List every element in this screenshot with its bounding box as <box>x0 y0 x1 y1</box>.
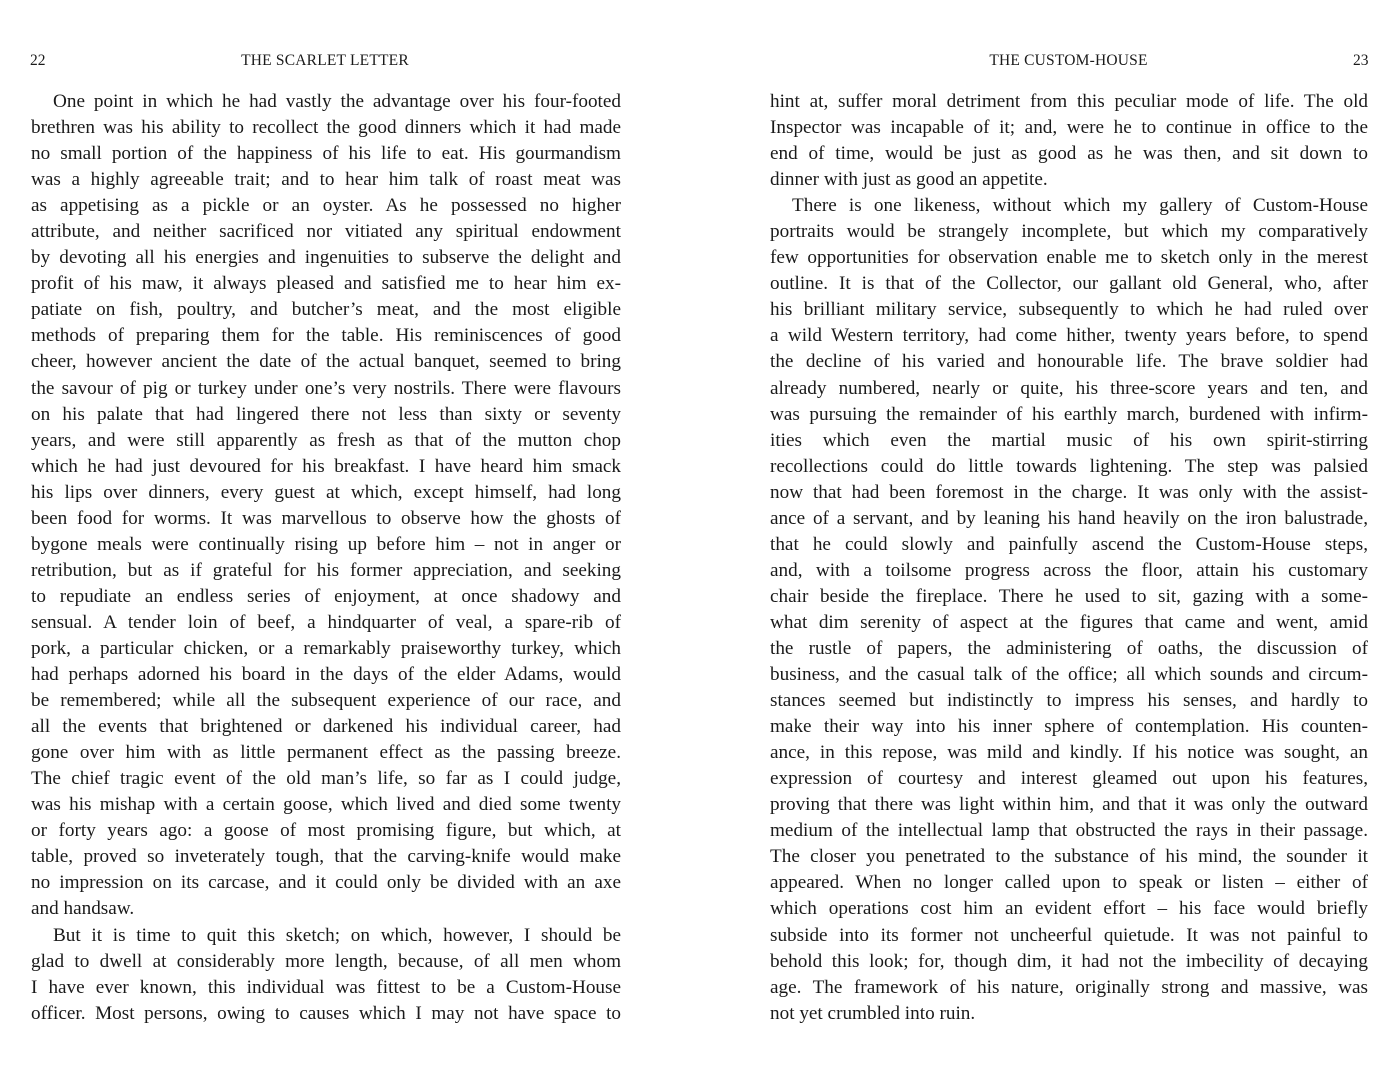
page-number-right: 23 <box>1353 52 1369 69</box>
text-line: a wild Western territory, had come hither, twenty years before, to spend <box>770 325 1368 347</box>
text-line: and handsaw. <box>31 898 135 920</box>
text-line: as appetising as a pickle or an oyster. As he possessed no higher <box>31 195 621 217</box>
text-line: was his mishap with a certain goose, which lived and died some twenty <box>31 794 621 816</box>
text-line: be remembered; while all the subsequent experience of our race, and <box>31 690 621 712</box>
text-line: The closer you penetrated to the substance of his mind, the sounder it <box>770 846 1368 868</box>
text-line: retribution, but as if grateful for his former appreciation, and seeking <box>31 559 621 581</box>
text-line: glad to dwell at considerably more length, because, of all men whom <box>31 950 621 972</box>
text-line: behold this look; for, though dim, it had not the imbecility of decaying <box>770 950 1368 972</box>
text-line: age. The framework of his nature, originally strong and massive, was <box>770 976 1368 998</box>
text-line: sensual. A tender loin of beef, a hindquarter of veal, a spare-rib of <box>31 611 621 633</box>
text-line: no impression on its carcase, and it could only be divided with an axe <box>31 872 621 894</box>
text-line: business, and the casual talk of the office; all which sounds and circum- <box>770 664 1368 686</box>
text-line: on his palate that had lingered there not less than sixty or seventy <box>31 403 621 425</box>
text-line: chair beside the fireplace. There he used to sit, gazing with a some- <box>770 585 1368 607</box>
text-line: But it is time to quit this sketch; on which, however, I should be <box>53 924 621 946</box>
text-line: no small portion of the happiness of his life to eat. His gourmandism <box>31 143 621 165</box>
text-line: gone over him with as little permanent effect as the passing breeze. <box>31 742 621 764</box>
text-line: dinner with just as good an appetite. <box>770 169 1048 191</box>
left-page-text <box>31 89 621 1027</box>
text-line: that he could slowly and painfully ascend the Custom-House steps, <box>770 533 1368 555</box>
text-line: and, with a toilsome progress across the floor, attain his customary <box>770 559 1368 581</box>
text-line: stances seemed but indistinctly to impress his senses, and hardly to <box>770 690 1368 712</box>
text-line: One point in which he had vastly the advantage over his four-footed <box>53 91 621 112</box>
text-line: few opportunities for observation enable me to sketch only in the merest <box>770 247 1368 269</box>
text-line: attribute, and neither sacrificed nor vitiated any spiritual endowment <box>31 221 621 243</box>
text-line: outline. It is that of the Collector, our gallant old General, who, after <box>770 273 1368 295</box>
text-line: ance of a servant, and by leaning his hand heavily on the iron balustrade, <box>770 507 1368 529</box>
text-line: recollections could do little towards lightening. The step was palsied <box>770 455 1368 477</box>
text-line: The chief tragic event of the old man’s life, so far as I could judge, <box>31 768 621 790</box>
text-line: years, and were still apparently as fresh as that of the mutton chop <box>31 429 621 451</box>
text-line: not yet crumbled into ruin. <box>770 1002 976 1024</box>
text-line: his lips over dinners, every guest at which, except himself, had long <box>31 481 621 503</box>
right-page-text <box>770 89 1368 1027</box>
text-line: end of time, would be just as good as he was then, and sit down to <box>770 143 1368 165</box>
text-line: which operations cost him an evident effort – his face would briefly <box>770 898 1368 920</box>
text-line: expression of courtesy and interest gleamed out upon his features, <box>770 768 1368 790</box>
text-line: Inspector was incapable of it; and, were he to continue in office to the <box>770 117 1368 139</box>
text-line: patiate on fish, poultry, and butcher’s meat, and the most eligible <box>31 299 621 321</box>
text-line: the rustle of papers, the administering of oaths, the discussion of <box>770 637 1368 659</box>
text-line: table, proved so inveterately tough, that the carving-knife would make <box>31 846 621 868</box>
text-line: had perhaps adorned his board in the days of the elder Adams, would <box>31 664 621 686</box>
text-line: methods of preparing them for the table. His reminiscences of good <box>31 325 621 347</box>
text-line: bygone meals were continually rising up before him – not in anger or <box>31 533 621 555</box>
text-line: There is one likeness, without which my gallery of Custom-House <box>792 195 1368 217</box>
right-page <box>700 0 1399 1080</box>
text-line: now that had been foremost in the charge. It was only with the assist- <box>770 481 1368 503</box>
text-line: all the events that brightened or darkened his individual career, had <box>31 716 621 738</box>
text-line: was a highly agreeable trait; and to hear him talk of roast meat was <box>31 169 621 191</box>
text-line: I have ever known, this individual was fittest to be a Custom-House <box>31 976 621 998</box>
text-line: ities which even the martial music of his own spirit-stirring <box>770 429 1368 451</box>
text-line: make their way into his inner sphere of contemplation. His counten- <box>770 716 1368 738</box>
text-line: to repudiate an endless series of enjoyment, at once shadowy and <box>31 585 621 607</box>
text-line: appeared. When no longer called upon to speak or listen – either of <box>770 872 1368 894</box>
text-line: hint at, suffer moral detriment from this peculiar mode of life. The old <box>770 91 1368 112</box>
text-line: brethren was his ability to recollect the good dinners which it had made <box>31 117 621 139</box>
text-line: which he had just devoured for his breakfast. I have heard him smack <box>31 455 621 477</box>
text-line: already numbered, nearly or quite, his three-score years and ten, and <box>770 377 1368 399</box>
text-line: medium of the intellectual lamp that obstructed the rays in their passage. <box>770 820 1368 842</box>
text-line: officer. Most persons, owing to causes which I may not have space to <box>31 1002 621 1024</box>
page-number-left: 22 <box>30 52 46 69</box>
text-line: proving that there was light within him, and that it was only the outward <box>770 794 1368 816</box>
text-line: his brilliant military service, subsequently to which he had ruled over <box>770 299 1368 321</box>
text-line: portraits would be strangely incomplete, but which my comparatively <box>770 221 1368 243</box>
text-line: been food for worms. It was marvellous to observe how the ghosts of <box>31 507 621 529</box>
text-line: profit of his maw, it always pleased and satisfied me to hear him ex- <box>31 273 621 295</box>
text-line: cheer, however ancient the date of the actual banquet, seemed to bring <box>31 351 621 373</box>
running-head-left: THE SCARLET LETTER <box>241 52 409 69</box>
text-line: what dim serenity of aspect at the figures that came and went, amid <box>770 611 1368 633</box>
text-line: was pursuing the remainder of his earthly march, burdened with infirm- <box>770 403 1368 425</box>
text-line: by devoting all his energies and ingenuities to subserve the delight and <box>31 247 621 269</box>
text-line: ance, in this repose, was mild and kindly. If his notice was sought, an <box>770 742 1368 764</box>
text-line: the decline of his varied and honourable life. The brave soldier had <box>770 351 1368 373</box>
running-head-right: THE CUSTOM-HOUSE <box>989 52 1148 69</box>
text-line: or forty years ago: a goose of most promising figure, but which, at <box>31 820 621 842</box>
text-line: pork, a particular chicken, or a remarkably praiseworthy turkey, which <box>31 637 621 659</box>
text-line: the savour of pig or turkey under one’s very nostrils. There were flavours <box>31 377 621 399</box>
text-line: subside into its former not uncheerful quietude. It was not painful to <box>770 924 1368 946</box>
